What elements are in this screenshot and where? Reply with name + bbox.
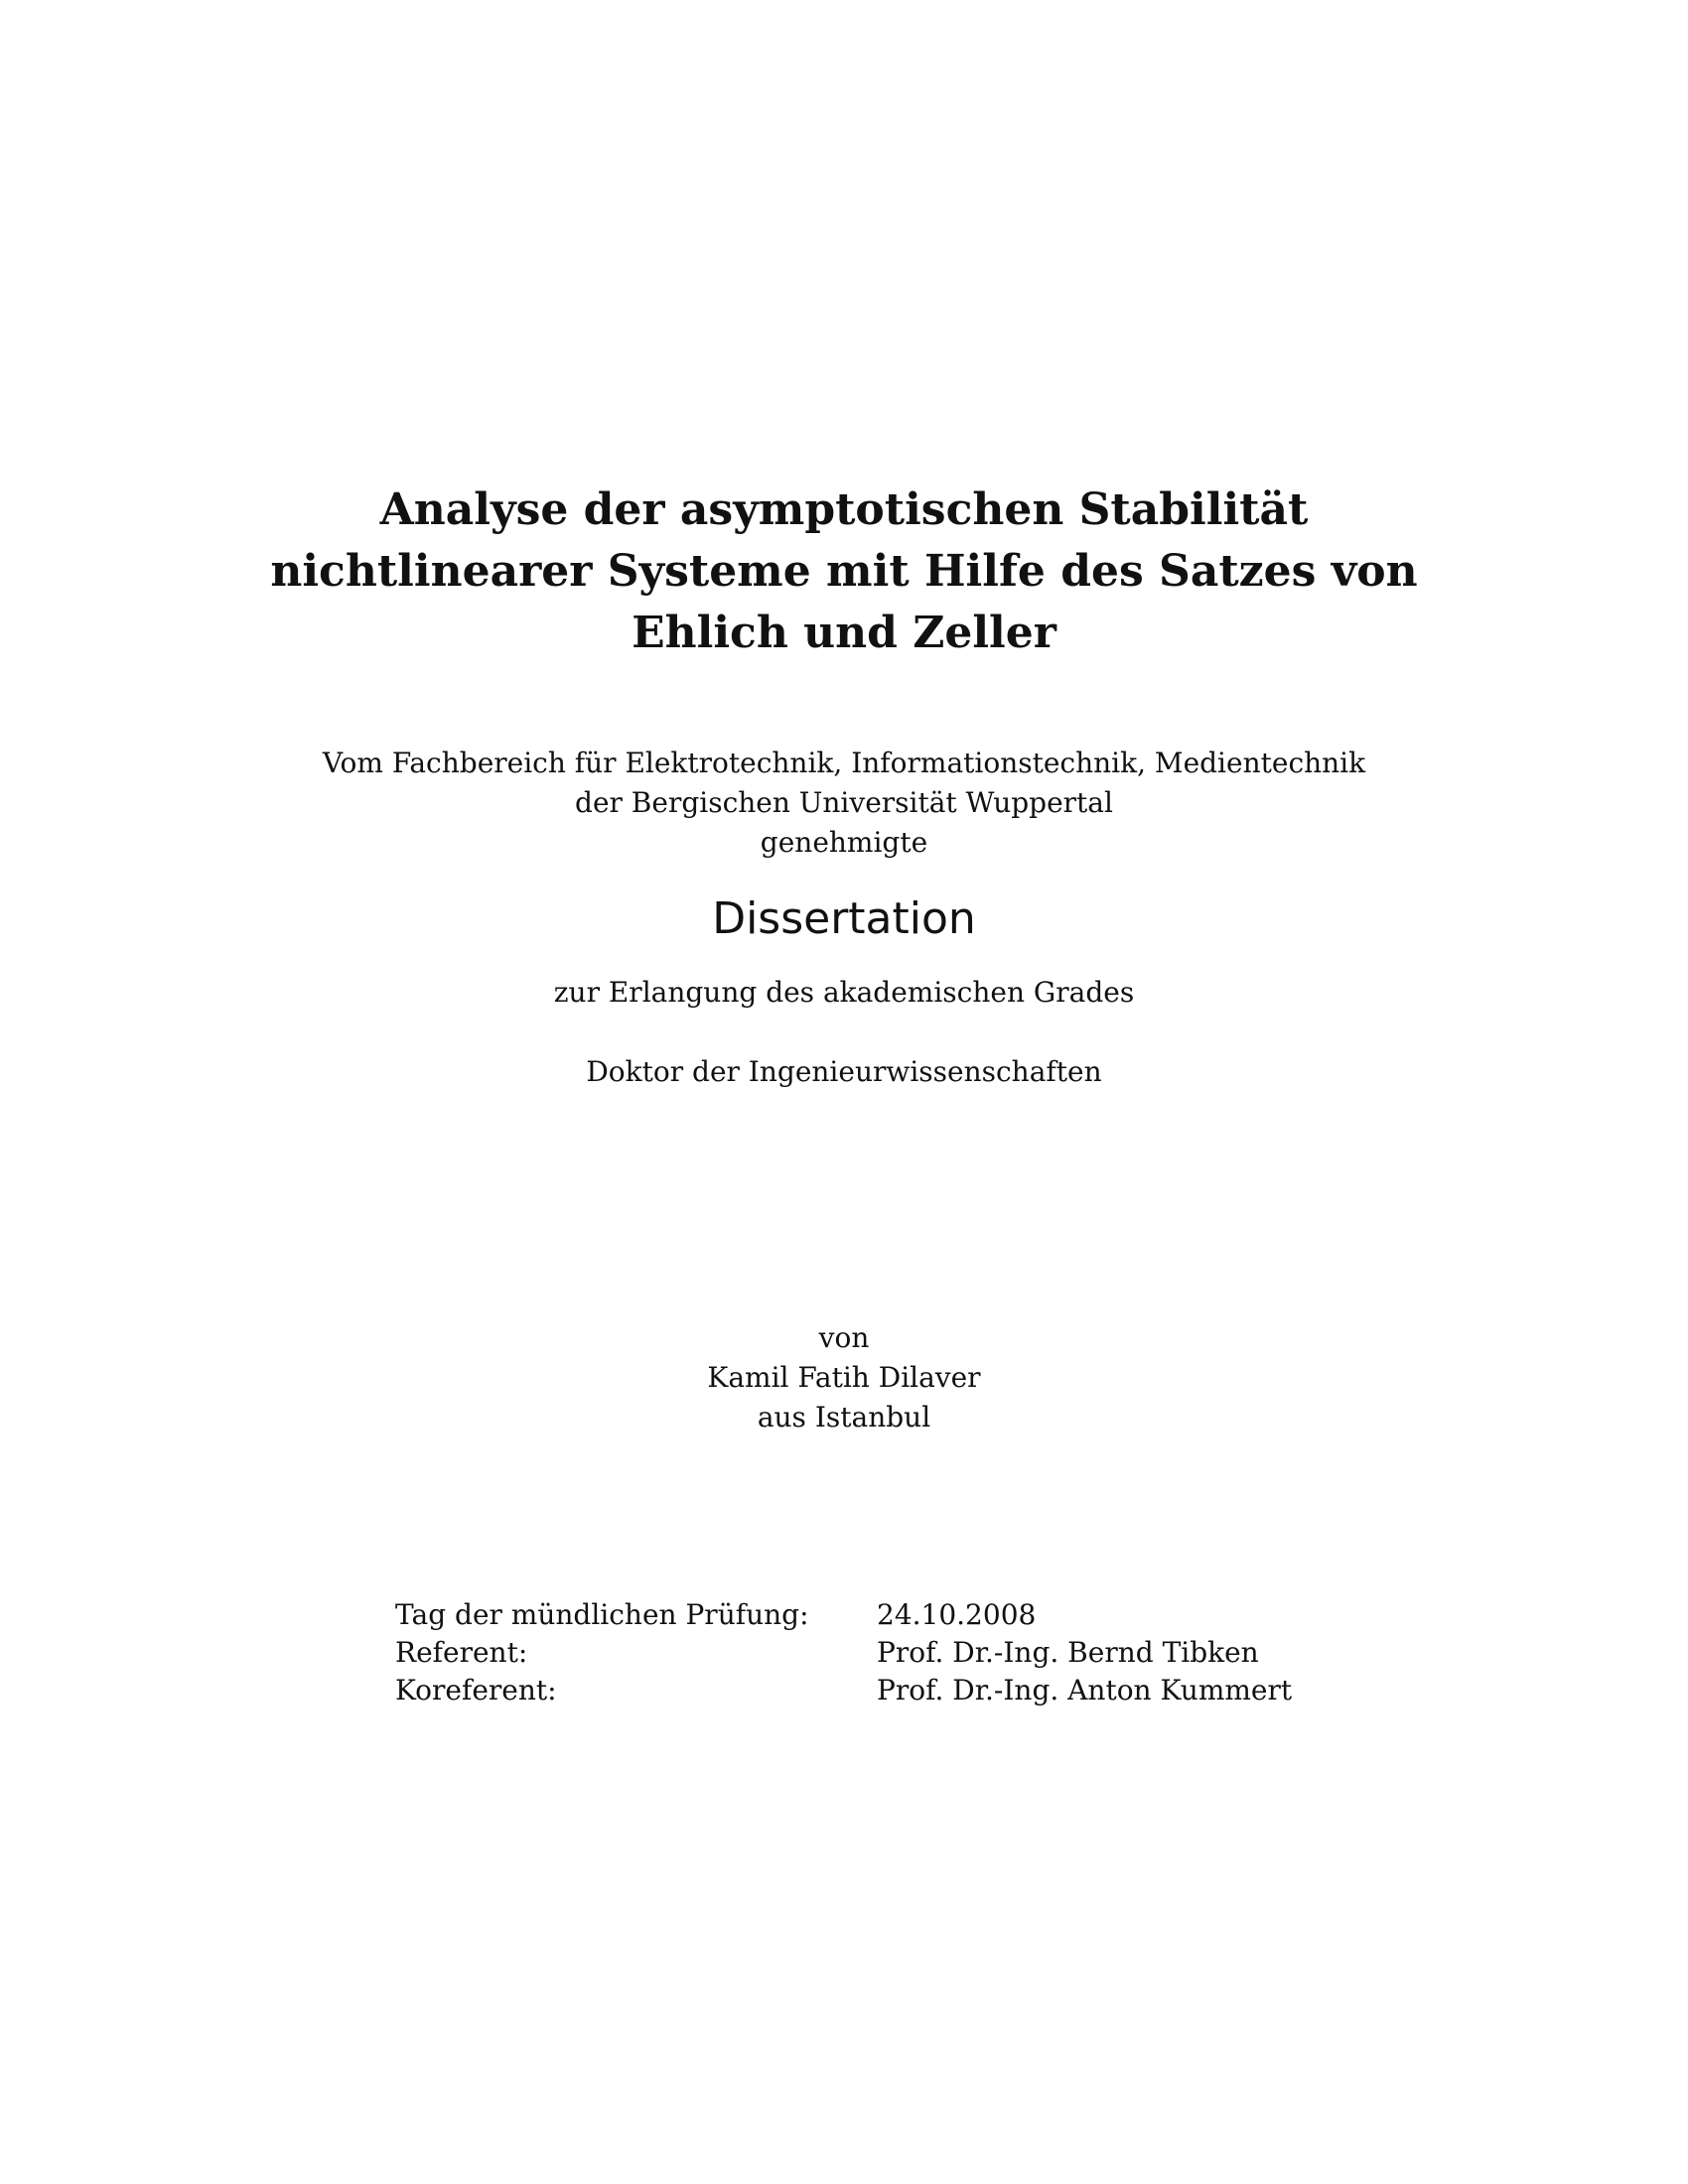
title-line-2: nichtlinearer Systeme mit Hilfe des Satzes von: [270, 546, 1418, 597]
author-block: [248, 1318, 1440, 1437]
exam-info-table: [395, 1596, 1292, 1709]
faculty-line-1: Vom Fachbereich für Elektrotechnik, Informationstechnik, Medientechnik: [322, 747, 1366, 779]
degree-name: Doktor der Ingenieurwissenschaften: [586, 1055, 1102, 1088]
faculty-block: [248, 744, 1440, 863]
exam-date-label: Tag der mündlichen Prüfung:: [395, 1598, 809, 1631]
exam-date-value: 24.10.2008: [877, 1598, 1037, 1631]
referent-value: Prof. Dr.-Ing. Bernd Tibken: [877, 1636, 1259, 1669]
koreferent-label: Koreferent:: [395, 1674, 557, 1706]
title-line-1: Analyse der asymptotischen Stabilität: [379, 484, 1309, 535]
document-type: Dissertation: [712, 893, 976, 944]
koreferent-value: Prof. Dr.-Ing. Anton Kummert: [877, 1674, 1293, 1706]
degree-intro: zur Erlangung des akademischen Grades: [553, 976, 1135, 1009]
author-origin: aus Istanbul: [757, 1401, 931, 1433]
referent-label: Referent:: [395, 1636, 528, 1669]
exam-info-row-date: [395, 1596, 1292, 1634]
dissertation-title: [248, 479, 1440, 664]
title-line-3: Ehlich und Zeller: [632, 608, 1056, 658]
exam-info-row-referent: [395, 1634, 1292, 1672]
faculty-line-2: der Bergischen Universität Wuppertal: [575, 786, 1113, 819]
author-name: Kamil Fatih Dilaver: [707, 1361, 981, 1394]
faculty-line-3: genehmigte: [760, 826, 928, 859]
exam-info-row-koreferent: [395, 1672, 1292, 1709]
author-von: von: [818, 1321, 870, 1354]
